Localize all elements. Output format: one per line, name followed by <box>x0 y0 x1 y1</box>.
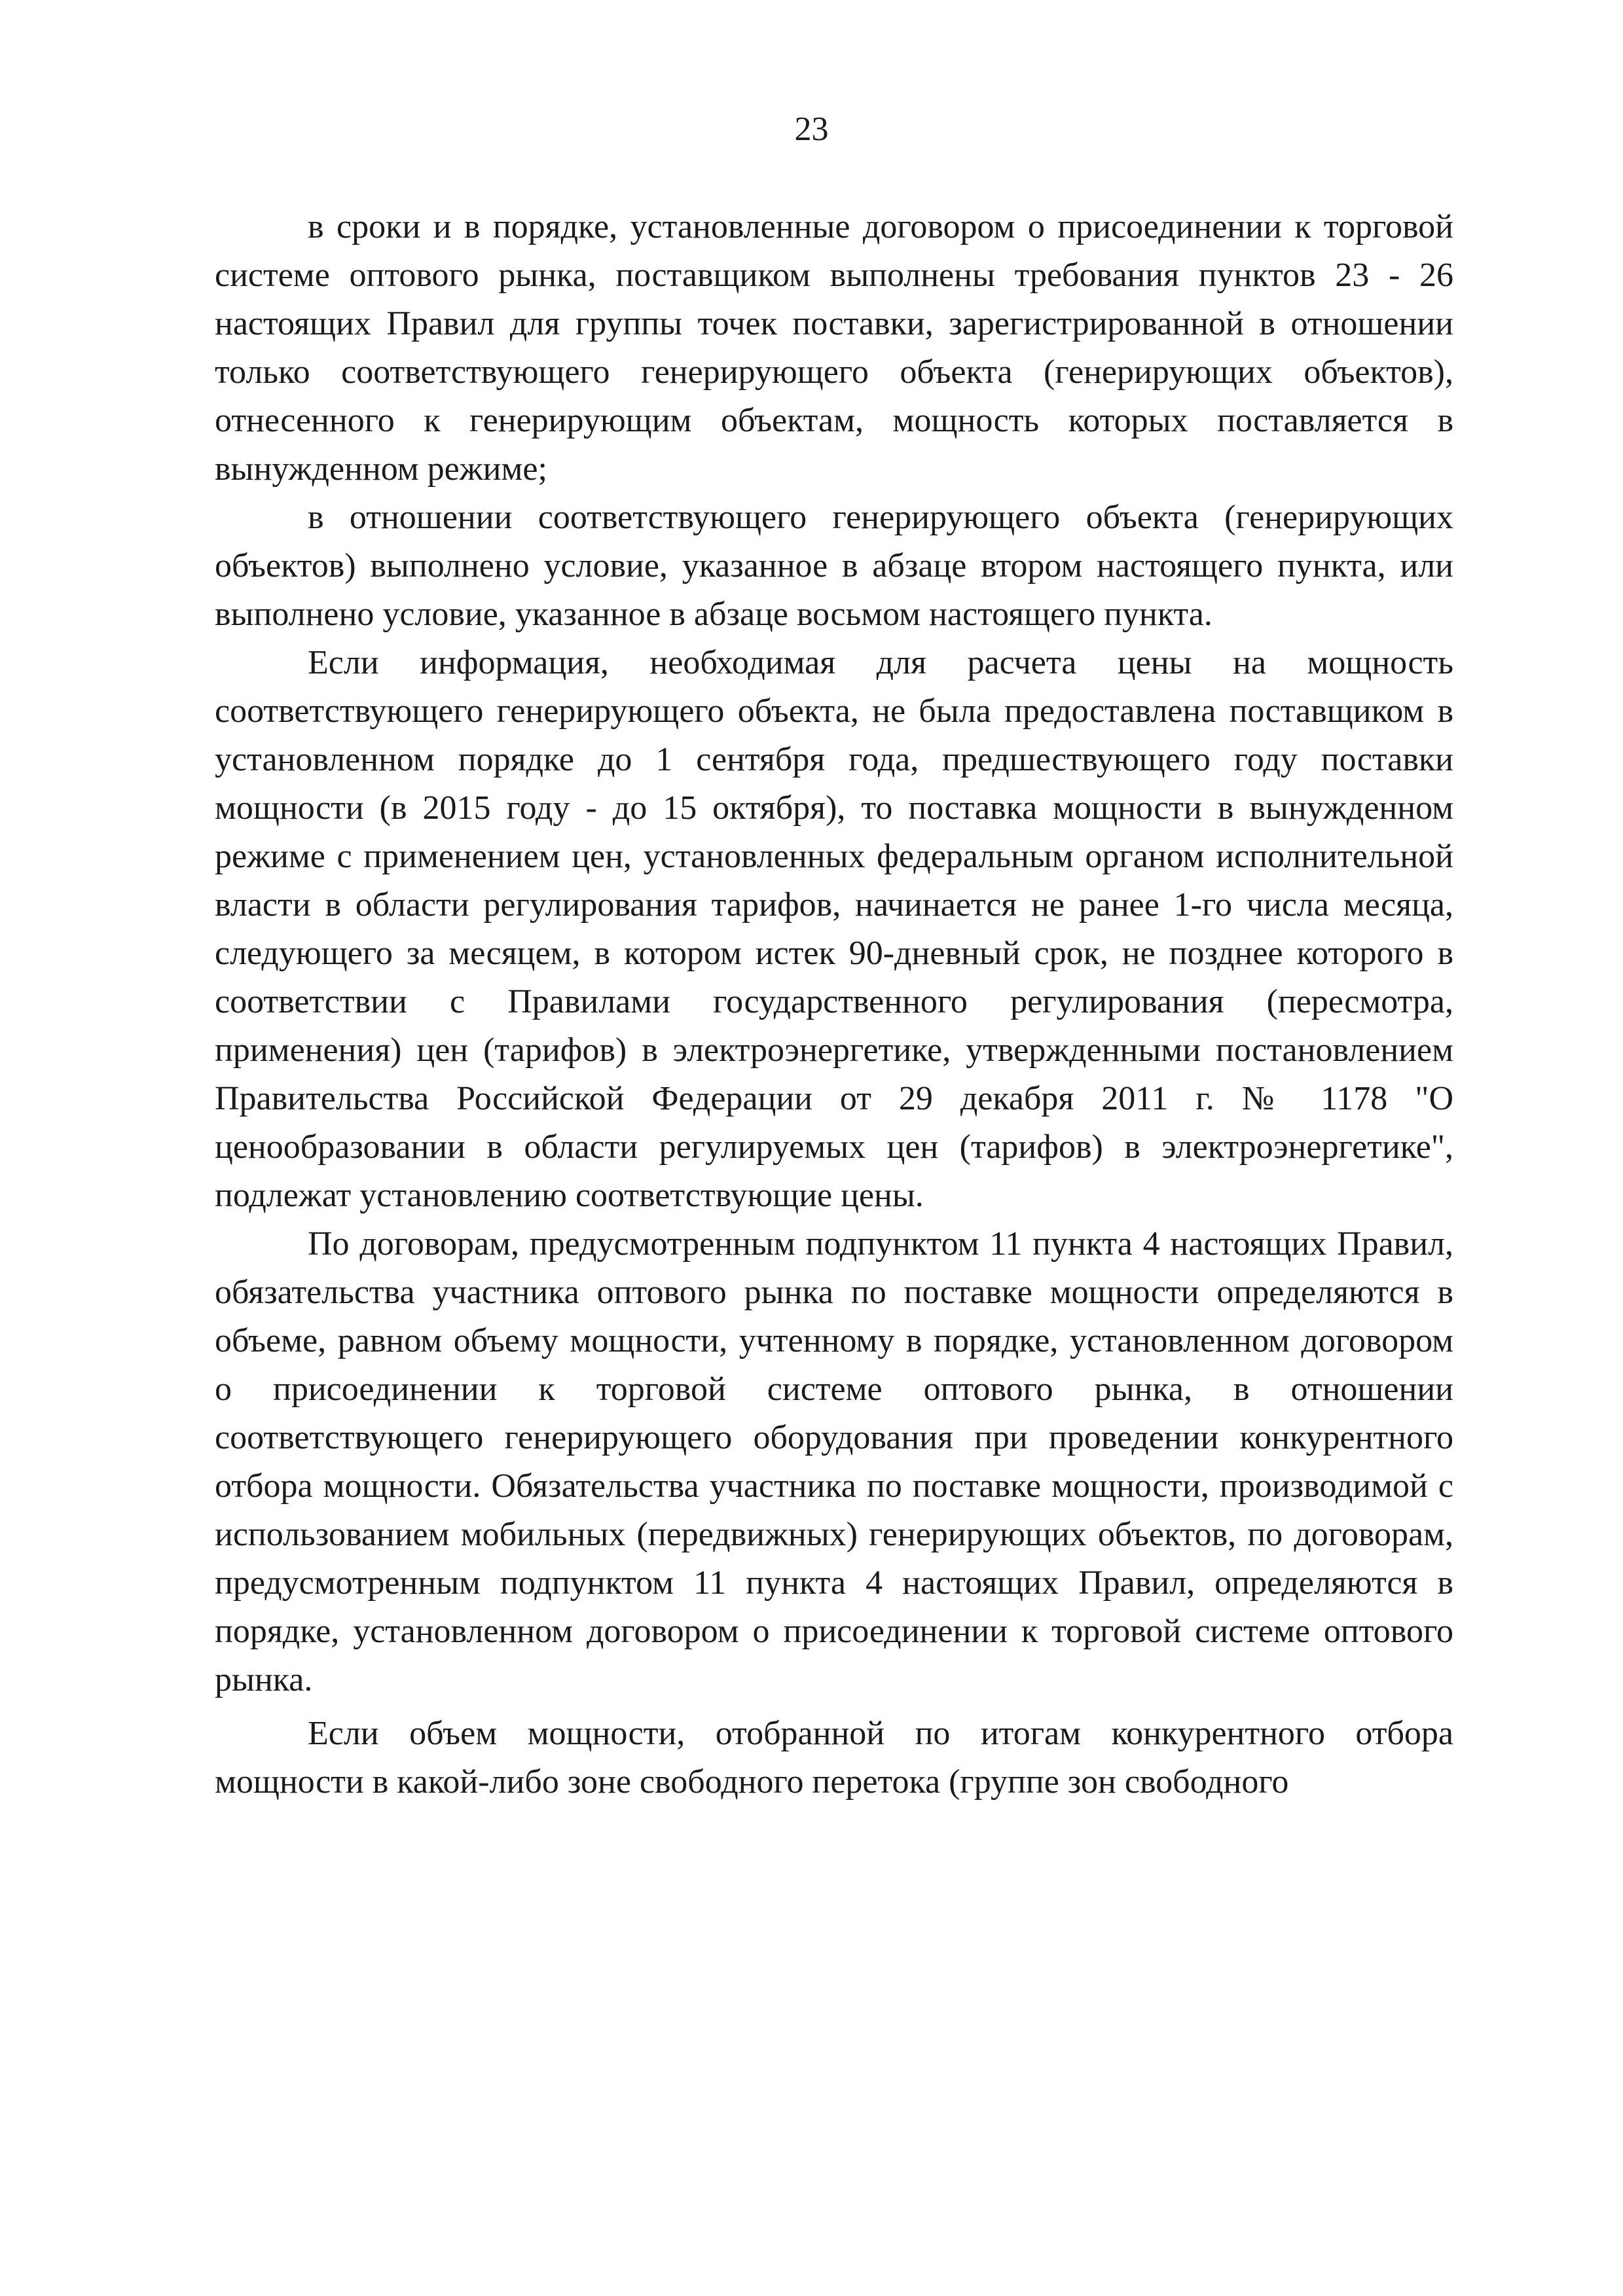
paragraph: Если информация, необходимая для расчета цены на мощность соответствующего генерирующего объекта, не была предоставлена поставщиком в установленном порядке до 1 сентября года, предшествующего году поставки мощности (в 2015 году - до 15 октября), то поставка мощности в вынужденном режиме с применением цен, установленных федеральным органом исполнительной власти в области регулирования тарифов, начинается не ранее 1-го числа месяца, следующего за месяцем, в котором истек 90-дневный срок, не позднее которого в соответствии с Правилами государственного регулирования (пересмотра, применения) цен (тарифов) в электроэнергетике, утвержденными постановлением Правительства Российской Федерации от 29 декабря 2011 г. № 1178 "О ценообразовании в области регулируемых цен (тарифов) в электроэнергетике", подлежат установлению соответствующие цены. <box>215 644 1453 1214</box>
document-body <box>215 203 1453 1806</box>
paragraph: в отношении соответствующего генерирующего объекта (генерирующих объектов) выполнено условие, указанное в абзаце втором настоящего пункта, или выполнено условие, указанное в абзаце восьмом настоящего пункта. <box>215 499 1453 633</box>
paragraph: в сроки и в порядке, установленные договором о присоединении к торговой системе оптового рынка, поставщиком выполнены требования пунктов 23 - 26 настоящих Правил для группы точек поставки, зарегистрированной в отношении только соответствующего генерирующего объекта (генерирующих объектов), отнесенного к генерирующим объектам, мощность которых поставляется в вынужденном режиме; <box>215 208 1453 488</box>
paragraph: По договорам, предусмотренным подпунктом 11 пункта 4 настоящих Правил, обязательства участника оптового рынка по поставке мощности определяются в объеме, равном объему мощности, учтенному в порядке, установленном договором о присоединении к торговой системе оптового рынка, в отношении соответствующего генерирующего оборудования при проведении конкурентного отбора мощности. Обязательства участника по поставке мощности, производимой с использованием мобильных (передвижных) генерирующих объектов, по договорам, предусмотренным подпунктом 11 пункта 4 настоящих Правил, определяются в порядке, установленном договором о присоединении к торговой системе оптового рынка. <box>215 1225 1453 1698</box>
paragraph: Если объем мощности, отобранной по итогам конкурентного отбора мощности в какой-либо зоне свободного перетока (группе зон свободного <box>215 1715 1453 1801</box>
page-number: 23 <box>794 111 829 148</box>
